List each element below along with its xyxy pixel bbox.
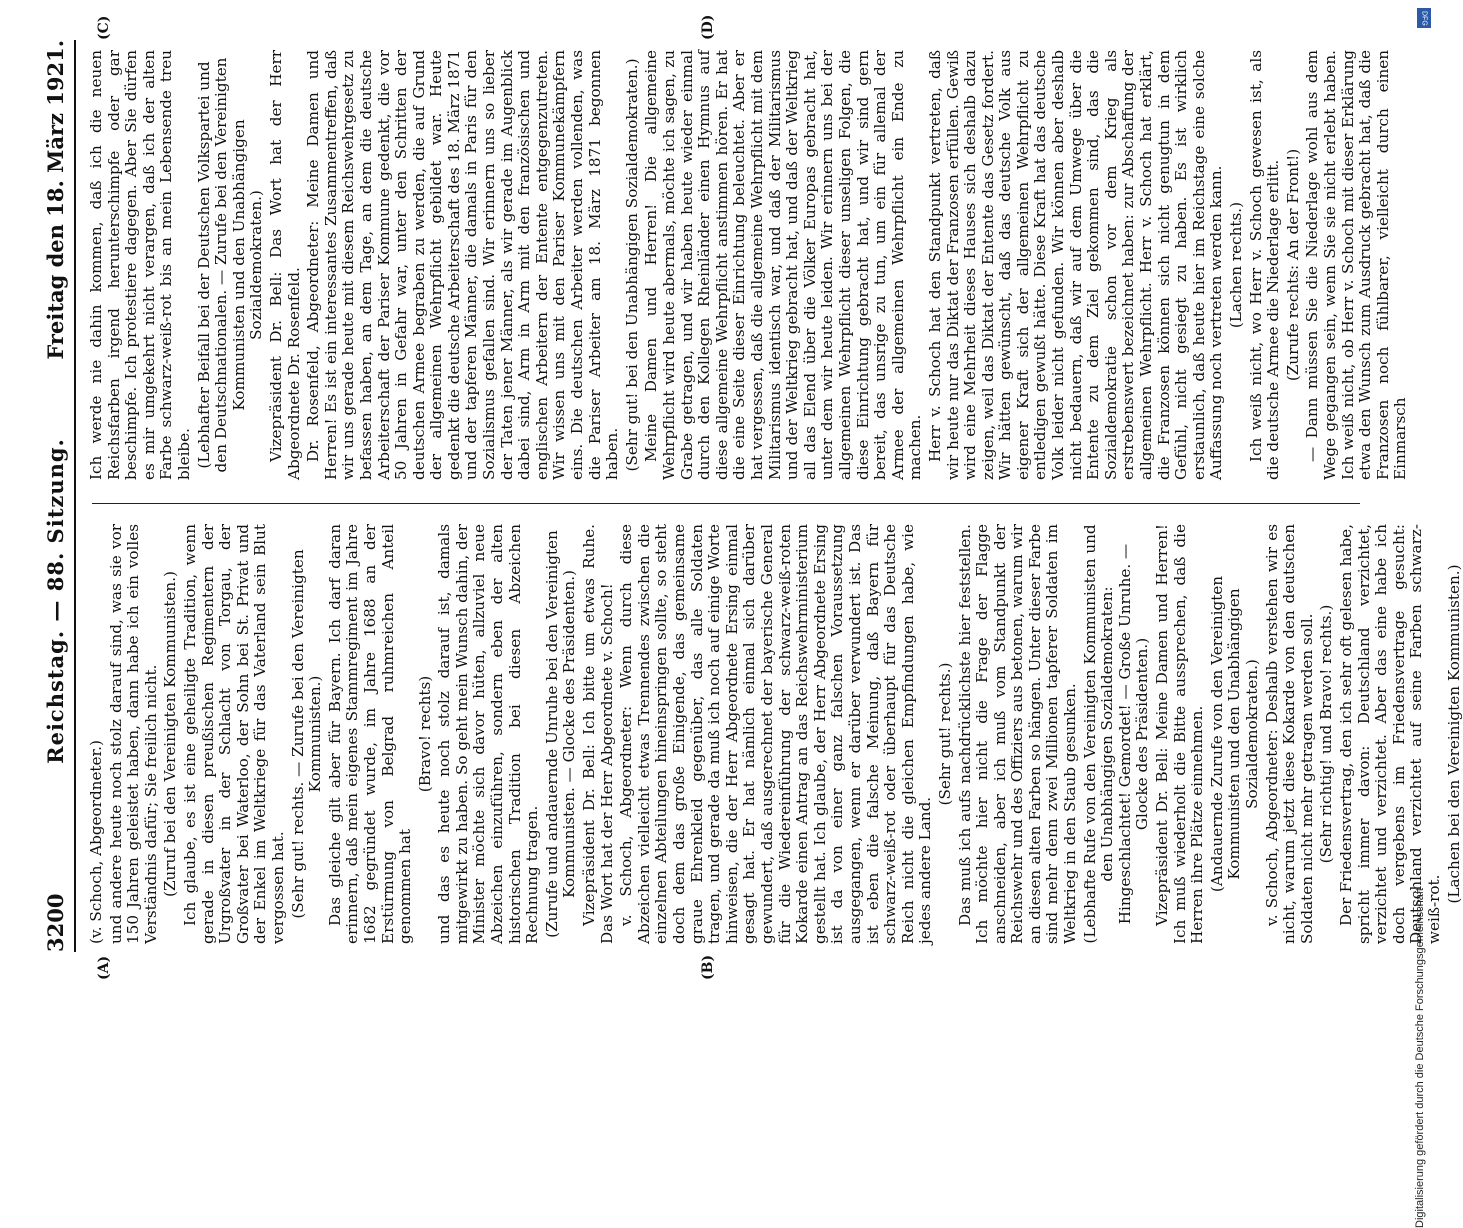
interjection: (Sehr gut! bei den Unabhängigen Sozialdemokraten.) [622, 58, 641, 472]
president-remark: Vizepräsident Dr. Bell: Das Wort hat der Herr Abgeordnete Dr. Rosenfeld. [266, 50, 303, 480]
session-date: Freitag den 18. März 1921. [43, 40, 68, 360]
speaker-running-head: (v. Schoch, Abgeordneter.) [87, 740, 105, 944]
interjection: (Zurufe rechts: An der Front!) [1283, 148, 1302, 382]
page-header [30, 40, 76, 952]
paragraph: Ich werde nie dahin kommen, daß ich die neuen Reichsfarben irgend herunterschimpfe oder gar beschimpfe. Ich protestiere dagegen. Aber Sie dürfen es mir umgekehrt nicht verargen, daß ich der alten Farbe schwarz-weiß-rot bis an mein Lebensende treu bleibe. [87, 50, 193, 480]
margin-label-b: (B) [700, 954, 716, 980]
interjection: (Zurufe und andauernde Unruhe bei den Vereinigten Kommunisten. — Glocke des Präsidenten.) [542, 530, 579, 938]
digitization-credit-text: Digitalisierung gefördert durch die Deutsche Forschungsgemeinschaft [1414, 888, 1426, 1228]
president-remark: Vizepräsident Dr. Bell: Meine Damen und Herren! Ich muß wiederholt die Bitte aussprechen, daß die Herren ihre Plätze einnehmen. [1153, 524, 1207, 944]
paragraph: Das gleiche gilt aber für Bayern. Ich darf daran erinnern, daß mein eigenes Stammregiment im Jahre 1682 gegründet wurde, im Jahre 1688 an der Erstürmung von Belgrad ruhmreichen Anteil genommen hat [325, 524, 415, 944]
dfg-logo: DFG [1417, 8, 1431, 28]
interjection: (Lebhafte Rufe von den Vereinigten Kommunisten und den Unabhängigen Sozialdemokraten: Hingeschlachtet! Gemordet! — Große Unruhe. — Glocke des Präsidenten.) [1080, 524, 1152, 944]
margin-label-c: (C) [96, 15, 112, 40]
president-remark: Vizepräsident Dr. Bell: Ich bitte um etwas Ruhe. Das Wort hat der Herr Abgeordnete v. Schoch! [580, 524, 616, 944]
paragraph: Meine Damen und Herren! Die allgemeine Wehrpflicht wird heute abermals, möchte ich sagen, zu Grabe getragen, und wir haben heute wieder einmal durch den Kollegen Rheinländer einen Hymnus auf diese allgemeine Wehrpflicht anstimmen hören. Er hat die eine Seite dieser Einrichtung beleuchtet. Aber er hat vergessen, daß die allgemeine Wehrpflicht mit dem Militarismus identisch war, und daß der Militarismus und der Weltkrieg gebracht hat, und daß der Weltkrieg all das Elend über die Völker Europas gebracht hat, unter dem wir heute leiden. Wir erinnern uns bei der allgemeinen Wehrpflicht dieser unseligen Folgen, die diese Einrichtung gebracht hat, und wir sind gern bereit, das unsrige zu tun, um ein für allemal der Armee der allgemeinen Wehrpflicht ein Ende zu machen. [642, 50, 925, 480]
session-title: Reichstag. — 88. Sitzung. [43, 438, 68, 764]
interjection: (Lachen bei den Vereinigten Kommunisten.) [1444, 564, 1463, 904]
interjection: (Lachen rechts.) [1227, 201, 1245, 329]
margin-label-d: (D) [700, 14, 716, 40]
paragraph: v. Schoch, Abgeordneter: Wenn durch diese Abzeichen vielleicht etwas Trennendes zwischen die einzelnen Abteilungen hineinspringen sollte, so steht doch dem das große Einigende, das gemeinsame graue Ehrenkleid gegenüber, das alle Soldaten tragen, und gerade da muß ich noch auf einige Worte hinweisen, die der Herr Abgeordnete Ersing einmal gesagt hat. Er hat nämlich einmal sich darüber gewundert, daß ausgerechnet der bayerische General für die Wiedereinführung der schwarz-weiß-roten Kokarde einen Antrag an das Reichswehrministerium gestellt hat. Ich glaube, der Herr Abgeordnete Ersing ist da von einer ganz falschen Voraussetzung ausgegangen, wenn er darüber verwundert ist. Das ist eben die falsche Meinung, daß Bayern für schwarz-weiß-rot oder überhaupt für das Deutsche Reich nicht die gleichen Empfindungen habe, wie jedes andere Land. [617, 524, 935, 944]
interjection: (Sehr gut! rechts. — Zurufe bei den Vereinigten Kommunisten.) [288, 549, 325, 919]
paragraph: Ich glaube, es ist eine geheiligte Tradition, wenn gerade in diesen preußischen Regimentern der Urgroßvater in der Schlacht von Torgau, der Großvater bei Waterloo, der Sohn bei St. Privat und der Enkel im Weltkriege für das Vaterland sein Blut vergossen hat. [180, 524, 287, 944]
paragraph: Dr. Rosenfeld, Abgeordneter: Meine Damen und Herren! Es ist ein interessantes Zusammentreffen, daß wir uns gerade heute mit diesem Reichswehrgesetz zu befassen haben, an dem Tage, an dem die deutsche Arbeiterschaft der Pariser Kommune gedenkt, die vor 50 Jahren in Gefahr war, unter den Schritten der deutschen Armee begraben zu werden, die auf Grund der allgemeinen Wehrpflicht gebildet war. Heute gedenkt die deutsche Arbeiterschaft des 18. März 1871 und der tapferen Männer, die damals in Paris für den Sozialismus gefallen sind. Wir erinnern uns so lieber der Taten jener Männer, als wir gerade im Augenblick dabei sind, Arm in Arm mit den französischen und englischen Arbeitern der Entente entgegenzutreten. Wir wissen uns mit den Pariser Kommunekämpfern eins. Die deutschen Arbeiter werden vollenden, was die Pariser Arbeiter am 18. März 1871 begonnen haben. [304, 50, 622, 480]
margin-label-a: (A) [96, 955, 112, 980]
paragraph: v. Schoch, Abgeordneter: Deshalb verstehen wir es nicht, warum jetzt diese Kokarde von den deutschen Soldaten nicht mehr getragen werden soll. [1262, 524, 1316, 944]
digitization-credit [1412, 10, 1432, 1228]
right-text-column [87, 50, 1410, 480]
interjection: (Sehr richtig! und Bravo! rechts.) [1317, 604, 1336, 864]
interjection: (Andauernde Zurufe von den Vereinigten Kommunisten und den Unabhängigen Sozialdemokraten.) [1207, 575, 1261, 893]
column-divider [92, 503, 1360, 504]
interjection: (Bravo! rechts) [415, 675, 434, 793]
left-text-column [87, 524, 1463, 944]
paragraph: Der Friedensvertrag, den ich sehr oft gelesen habe, spricht immer davon: Deutschland verzichtet, verzichtet und verzichtet. Aber das eine habe ich doch vergebens im Friedensvertrage gesucht: Deutschland verzichtet auf seine Farben schwarz-weiß-rot. [1336, 524, 1443, 944]
interjection: (Lebhafter Beifall bei der Deutschen Volkspartei und den Deutschnationalen. — Zurufe bei den Vereinigten Kommunisten und den Unabhängigen Sozialdemokraten.) [194, 57, 266, 473]
paragraph: und andere heute noch stolz darauf sind, was sie vor 150 Jahren geleistet haben, dann habe ich ein volles Verständnis dafür; Sie freilich nicht. [106, 524, 160, 944]
interjection: (Sehr gut! rechts.) [935, 662, 954, 806]
paragraph: — Dann müssen Sie die Niederlage wohl aus dem Wege gegangen sein, wenn Sie sie nicht erlebt haben. Ich weiß nicht, ob Herr v. Schoch mit dieser Erklärung etwa den Wunsch zum Ausdruck gebracht hat, daß die Franzosen noch fühlbarer, vielleicht durch einen Einmarsch [1303, 50, 1410, 480]
paragraph: Das muß ich aufs nachdrücklichste hier feststellen. Ich möchte hier nicht die Frage der Flagge anschneiden, aber ich muß vom Standpunkt der Reichswehr und des Offiziers aus betonen, warum wir an diesen alten Farben so hängen. Unter dieser Farbe sind mehr denn zwei Millionen tapferer Soldaten im Weltkrieg in den Staub gesunken. [955, 524, 1080, 944]
paragraph: Herr v. Schoch hat den Standpunkt vertreten, daß wir heute nur das Diktat der Franzosen erfüllen. Gewiß wird eine Mehrheit dieses Hauses sich deshalb dazu zeigen, weil das Diktat der Entente das Gesetz fordert. Wir hätten gewünscht, daß das deutsche Volk aus eigener Kraft sich der allgemeinen Wehrpflicht zu entledigen gewußt hätte. Diese Kraft hat das deutsche Volk leider nicht gefunden. Wir können aber deshalb nicht bedauern, daß wir auf dem Umwege über die Entente zu dem Ziel gekommen sind, das die Sozialdemokratie schon vor dem Krieg als erstrebenswert bezeichnet haben: zur Abschaffung der allgemeinen Wehrpflicht. Herr v. Schoch hat erklärt, die Franzosen können sich nicht genugtun in dem Gefühl, nicht gesiegt zu haben. Es ist wirklich erstaunlich, daß heute hier im Reichstage eine solche Auffassung noch vertreten werden kann. [925, 50, 1226, 480]
paragraph: Ich weiß nicht, wo Herr v. Schoch gewesen ist, als die deutsche Armee die Niederlage erlitt. [1246, 50, 1283, 480]
paragraph: und das es heute noch stolz darauf ist, damals mitgewirkt zu haben. So geht mein Wunsch dahin, der Minister möchte sich davor hüten, allzuviel neue Abzeichen einzuführen, sondern eben der alten historischen Tradition bei diesen Abzeichen Rechnung tragen. [435, 524, 542, 944]
page-number: 3200 [43, 893, 68, 952]
interjection: (Zuruf bei den Vereinigten Kommunisten.) [161, 571, 180, 897]
